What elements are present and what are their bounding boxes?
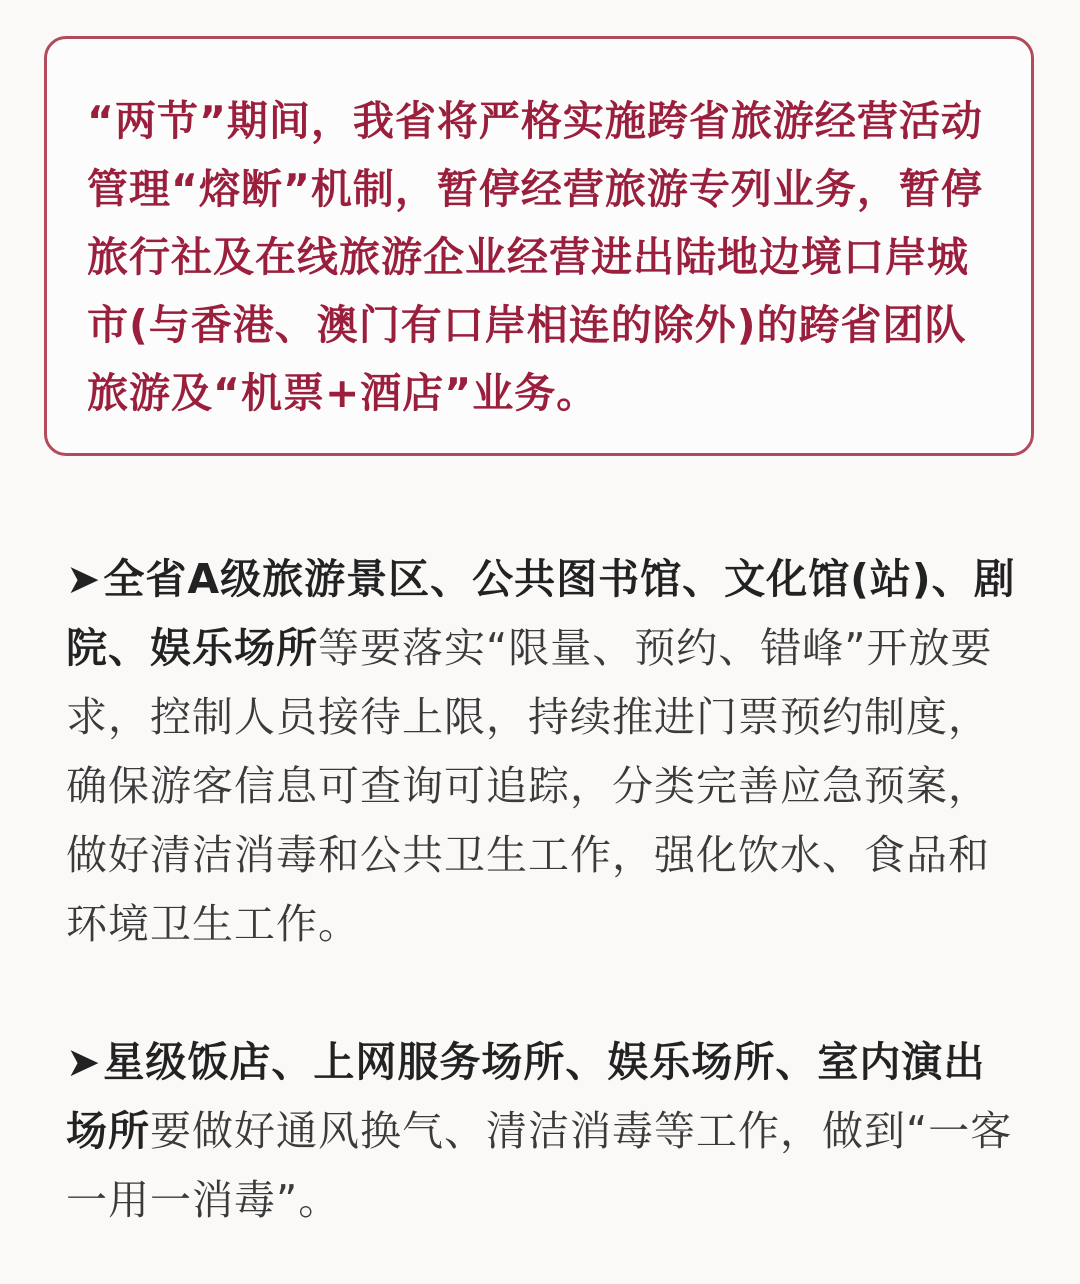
item-body: 等要落实“限量、预约、错峰”开放要求，控制人员接待上限，持续推进门票预约制度，确保游客信息可查询可追踪，分类完善应急预案，做好清洁消毒和公共卫生工作，强化饮水、食品和环境卫生工作。 (66, 624, 993, 948)
list-item (66, 1028, 1021, 1235)
item-body: 要做好通风换气、清洁消毒等工作，做到“一客一用一消毒”。 (66, 1107, 1013, 1224)
notice-text: “两节”期间，我省将严格实施跨省旅游经营活动管理“熔断”机制，暂停经营旅游专列业务，暂停旅行社及在线旅游企业经营进出陆地边境口岸城市(与香港、澳门有口岸相连的除外)的跨省团队旅游及“机票+酒店”业务。 (87, 97, 983, 417)
list-item (66, 545, 1021, 959)
arrow-bullet-icon: ➤ (66, 1038, 102, 1086)
item-heading: 全省A级旅游景区、公共图书馆、文化馆(站)、剧院、娱乐场所 (66, 555, 1016, 672)
item-heading: 星级饭店、上网服务场所、娱乐场所、室内演出场所 (66, 1038, 986, 1155)
notice-box (44, 36, 1034, 456)
arrow-bullet-icon: ➤ (66, 555, 102, 603)
